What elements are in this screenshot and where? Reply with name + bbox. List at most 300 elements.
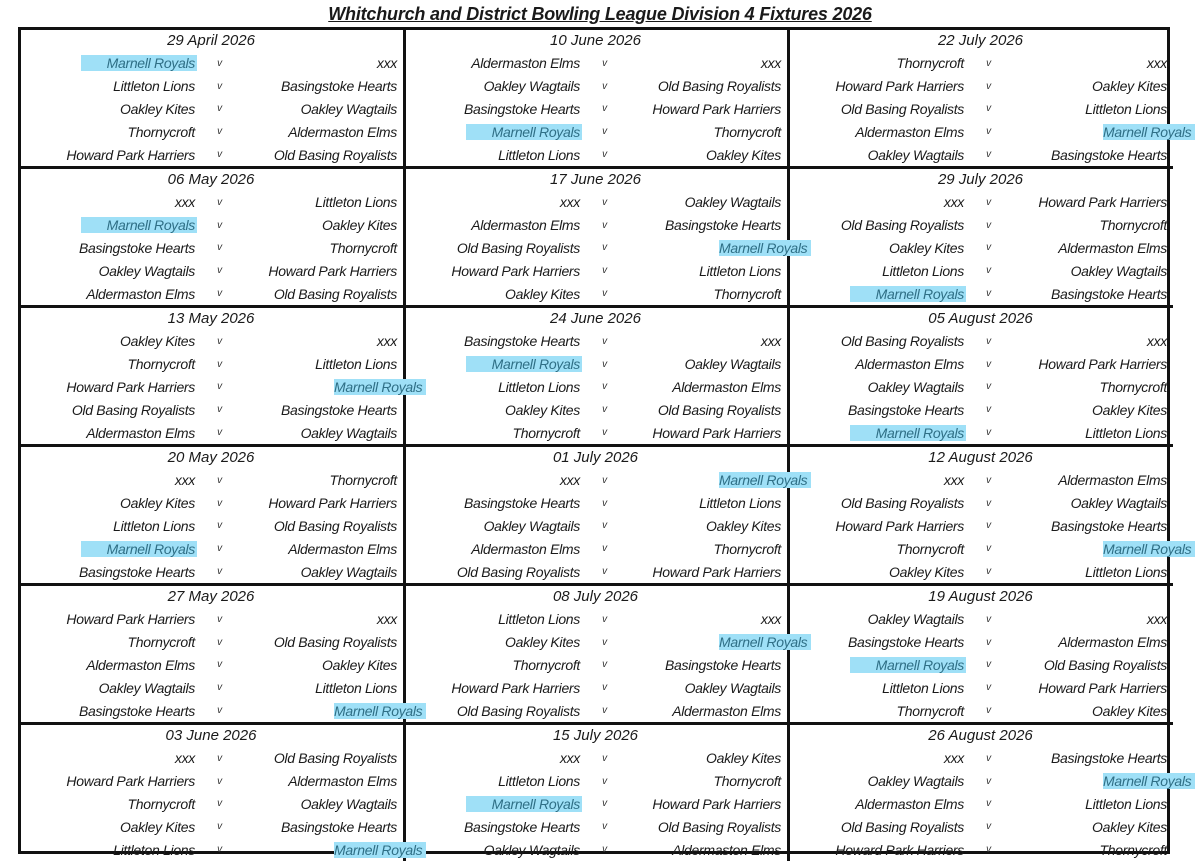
home-team: Littleton Lions (498, 611, 580, 628)
home-team: Old Basing Royalists (456, 702, 580, 719)
away-team: xxx (376, 55, 397, 72)
fixture-row (790, 469, 1171, 492)
away-team: Thornycroft (713, 285, 781, 302)
fixture-block (790, 725, 1192, 861)
versus-label: v (602, 404, 607, 416)
versus-label: v (602, 242, 607, 254)
fixtures-grid (18, 27, 1192, 858)
fixture-block (790, 30, 1192, 169)
fixture-row (406, 191, 785, 214)
away-team: Thornycroft (1099, 217, 1167, 234)
fixture-row (790, 376, 1171, 399)
home-team: Thornycroft (896, 702, 964, 719)
fixture-row (790, 699, 1171, 722)
fixture-row (21, 699, 423, 722)
versus-label: v (986, 149, 991, 161)
home-team: Thornycroft (127, 634, 195, 651)
home-team: Howard Park Harriers (66, 378, 195, 395)
fixture-date: 15 July 2026 (552, 726, 639, 744)
versus-label: v (602, 474, 607, 486)
away-team: Marnell Royals (334, 703, 426, 719)
home-team: Aldermaston Elms (855, 123, 964, 140)
away-team: Littleton Lions (315, 356, 397, 373)
versus-label: v (986, 196, 991, 208)
home-team: Basingstoke Hearts (848, 401, 964, 418)
away-team: Marnell Royals (1103, 124, 1195, 140)
away-team: Howard Park Harriers (1038, 356, 1167, 373)
home-team: Aldermaston Elms (471, 55, 580, 72)
fixture-date: 06 May 2026 (167, 170, 255, 188)
fixture-row (21, 654, 401, 677)
fixture-row (790, 654, 1171, 677)
home-team: Oakley Wagtails (483, 78, 580, 95)
away-team: Littleton Lions (315, 679, 397, 696)
fixture-row (790, 237, 1171, 260)
versus-label: v (602, 520, 607, 532)
fixture-date: 17 June 2026 (550, 170, 641, 188)
versus-label: v (217, 57, 222, 69)
versus-label: v (217, 682, 222, 694)
versus-label: v (217, 798, 222, 810)
away-team: Old Basing Royalists (273, 517, 397, 534)
versus-label: v (986, 335, 991, 347)
versus-label: v (986, 404, 991, 416)
home-team: Basingstoke Hearts (848, 634, 964, 651)
fixture-row (790, 398, 1171, 421)
away-team: Old Basing Royalists (657, 401, 781, 418)
away-team: Basingstoke Hearts (281, 818, 397, 835)
home-team: xxx (174, 194, 195, 211)
away-team: Marnell Royals (719, 472, 811, 488)
away-team: Old Basing Royalists (657, 818, 781, 835)
home-team: Howard Park Harriers (451, 679, 580, 696)
versus-label: v (602, 219, 607, 231)
home-team: Oakley Kites (505, 285, 580, 302)
away-team: Marnell Royals (1103, 541, 1195, 557)
away-team: Thornycroft (329, 239, 397, 256)
versus-label: v (986, 844, 991, 855)
versus-label: v (602, 543, 607, 555)
away-team: xxx (1146, 55, 1167, 72)
home-team: Howard Park Harriers (66, 146, 195, 163)
away-team: Thornycroft (1099, 378, 1167, 395)
fixture-row (406, 770, 785, 793)
versus-label: v (602, 659, 607, 671)
versus-label: v (986, 821, 991, 833)
versus-label: v (602, 288, 607, 300)
away-team: Basingstoke Hearts (1051, 750, 1167, 767)
away-team: Oakley Kites (706, 517, 781, 534)
fixture-row (21, 676, 401, 699)
home-team: Oakley Wagtails (483, 841, 580, 858)
away-team: Old Basing Royalists (273, 750, 397, 767)
home-team: Littleton Lions (498, 773, 580, 790)
away-team: Old Basing Royalists (1043, 656, 1167, 673)
away-team: Thornycroft (713, 540, 781, 557)
fixture-row (21, 75, 401, 98)
fixture-row (406, 421, 785, 444)
fixture-date: 05 August 2026 (928, 309, 1033, 327)
versus-label: v (602, 613, 607, 625)
home-team: Thornycroft (127, 795, 195, 812)
fixture-row (790, 815, 1171, 838)
away-team: Oakley Wagtails (1070, 262, 1167, 279)
home-team: Oakley Wagtails (867, 773, 964, 790)
away-team: Oakley Wagtails (300, 424, 397, 441)
away-team: Aldermaston Elms (1058, 239, 1167, 256)
away-team: Howard Park Harriers (1038, 679, 1167, 696)
fixture-row (790, 191, 1171, 214)
fixture-row (21, 330, 401, 353)
home-team: Howard Park Harriers (451, 262, 580, 279)
home-team: Basingstoke Hearts (464, 100, 580, 117)
away-team: Marnell Royals (334, 379, 426, 395)
home-team: Thornycroft (896, 55, 964, 72)
fixture-row (790, 353, 1171, 376)
fixture-row (21, 52, 401, 75)
away-team: Howard Park Harriers (652, 424, 781, 441)
fixture-date: 26 August 2026 (928, 726, 1033, 744)
fixture-block (21, 586, 423, 725)
fixture-row (790, 143, 1171, 166)
home-team: Howard Park Harriers (66, 611, 195, 628)
fixture-row (790, 214, 1171, 237)
fixture-row (406, 815, 785, 838)
home-team: Aldermaston Elms (86, 424, 195, 441)
fixture-row (21, 398, 401, 421)
versus-label: v (217, 705, 222, 717)
versus-label: v (217, 219, 222, 231)
away-team: Oakley Kites (322, 217, 397, 234)
home-team: Marnell Royals (850, 425, 966, 441)
away-team: Thornycroft (1099, 841, 1167, 858)
fixture-row (21, 608, 401, 631)
home-team: Oakley Kites (505, 634, 580, 651)
versus-label: v (602, 57, 607, 69)
versus-label: v (217, 497, 222, 509)
home-team: Thornycroft (896, 540, 964, 557)
versus-label: v (986, 358, 991, 370)
home-team: Marnell Royals (466, 796, 582, 812)
home-team: Littleton Lions (882, 262, 964, 279)
fixture-row (21, 120, 401, 143)
fixture-row (790, 330, 1171, 353)
away-team: xxx (376, 611, 397, 628)
fixture-row (21, 259, 401, 282)
versus-label: v (602, 798, 607, 810)
versus-label: v (217, 543, 222, 555)
home-team: xxx (559, 472, 580, 489)
fixture-row (406, 214, 785, 237)
home-team: Basingstoke Hearts (464, 495, 580, 512)
away-team: Basingstoke Hearts (281, 401, 397, 418)
versus-label: v (986, 659, 991, 671)
versus-label: v (602, 196, 607, 208)
away-team: Old Basing Royalists (273, 146, 397, 163)
away-team: Marnell Royals (1103, 773, 1195, 789)
versus-label: v (602, 265, 607, 277)
away-team: Littleton Lions (699, 262, 781, 279)
home-team: Basingstoke Hearts (464, 818, 580, 835)
versus-label: v (986, 613, 991, 625)
away-team: xxx (760, 333, 781, 350)
home-team: Howard Park Harriers (835, 78, 964, 95)
versus-label: v (602, 705, 607, 717)
fixture-row (406, 654, 785, 677)
fixture-block (21, 30, 406, 169)
away-team: Howard Park Harriers (268, 495, 397, 512)
fixture-row (406, 537, 785, 560)
versus-label: v (602, 80, 607, 92)
fixture-row (790, 421, 1171, 444)
away-team: Basingstoke Hearts (665, 656, 781, 673)
home-team: Aldermaston Elms (86, 285, 195, 302)
away-team: Oakley Wagtails (300, 100, 397, 117)
home-team: Basingstoke Hearts (79, 563, 195, 580)
fixture-row (406, 143, 785, 166)
home-team: Marnell Royals (466, 356, 582, 372)
versus-label: v (986, 219, 991, 231)
home-team: Oakley Wagtails (98, 262, 195, 279)
fixture-row (21, 631, 401, 654)
versus-label: v (602, 427, 607, 439)
home-team: Marnell Royals (81, 217, 197, 233)
home-team: xxx (559, 750, 580, 767)
fixture-row (790, 608, 1171, 631)
versus-label: v (217, 265, 222, 277)
fixture-date: 08 July 2026 (552, 587, 639, 605)
away-team: Marnell Royals (334, 842, 426, 858)
fixture-block (21, 447, 406, 586)
versus-label: v (217, 821, 222, 833)
versus-label: v (602, 821, 607, 833)
fixture-row (790, 98, 1171, 121)
fixture-row (406, 237, 808, 260)
versus-label: v (217, 844, 222, 855)
away-team: Old Basing Royalists (273, 634, 397, 651)
fixture-row (406, 469, 808, 492)
fixture-date: 29 July 2026 (937, 170, 1024, 188)
away-team: xxx (760, 55, 781, 72)
home-team: xxx (174, 472, 195, 489)
versus-label: v (217, 149, 222, 161)
away-team: Oakley Kites (1092, 818, 1167, 835)
home-team: Oakley Kites (120, 100, 195, 117)
away-team: Littleton Lions (1085, 100, 1167, 117)
home-team: Basingstoke Hearts (79, 702, 195, 719)
home-team: Oakley Wagtails (98, 679, 195, 696)
fixture-row (406, 52, 785, 75)
fixture-row (790, 75, 1171, 98)
fixture-block (406, 308, 790, 447)
fixture-row (21, 143, 401, 166)
away-team: Thornycroft (713, 123, 781, 140)
away-team: Oakley Wagtails (300, 795, 397, 812)
fixture-row (790, 515, 1171, 538)
home-team: xxx (174, 750, 195, 767)
home-team: Oakley Kites (120, 333, 195, 350)
home-team: Aldermaston Elms (471, 217, 580, 234)
away-team: Thornycroft (329, 472, 397, 489)
fixture-block (21, 725, 423, 861)
away-team: Old Basing Royalists (657, 78, 781, 95)
versus-label: v (217, 242, 222, 254)
versus-label: v (217, 381, 222, 393)
versus-label: v (217, 474, 222, 486)
versus-label: v (986, 520, 991, 532)
versus-label: v (217, 659, 222, 671)
fixture-row (790, 492, 1171, 515)
fixture-row (406, 120, 785, 143)
home-team: Old Basing Royalists (840, 100, 964, 117)
fixture-row (21, 469, 401, 492)
versus-label: v (602, 636, 607, 648)
away-team: Littleton Lions (1085, 424, 1167, 441)
home-team: Littleton Lions (498, 378, 580, 395)
away-team: Basingstoke Hearts (281, 78, 397, 95)
home-team: Oakley Kites (505, 401, 580, 418)
versus-label: v (602, 149, 607, 161)
versus-label: v (602, 381, 607, 393)
home-team: Old Basing Royalists (456, 239, 580, 256)
away-team: Basingstoke Hearts (665, 217, 781, 234)
versus-label: v (217, 613, 222, 625)
versus-label: v (217, 103, 222, 115)
away-team: Oakley Kites (322, 656, 397, 673)
away-team: Oakley Wagtails (684, 679, 781, 696)
fixture-block (21, 308, 423, 447)
fixture-row (790, 747, 1171, 770)
fixture-row (406, 98, 785, 121)
versus-label: v (986, 636, 991, 648)
versus-label: v (217, 288, 222, 300)
versus-label: v (602, 335, 607, 347)
home-team: Oakley Kites (889, 563, 964, 580)
fixture-row (790, 120, 1192, 143)
home-team: Oakley Kites (889, 239, 964, 256)
versus-label: v (602, 126, 607, 138)
away-team: xxx (376, 333, 397, 350)
versus-label: v (986, 752, 991, 764)
fixture-row (790, 259, 1171, 282)
fixture-row (790, 52, 1171, 75)
home-team: xxx (943, 472, 964, 489)
fixture-row (406, 515, 785, 538)
away-team: Aldermaston Elms (1058, 472, 1167, 489)
fixture-row (21, 98, 401, 121)
fixture-block (406, 447, 808, 586)
fixture-row (21, 515, 401, 538)
versus-label: v (986, 265, 991, 277)
fixture-row (406, 75, 785, 98)
versus-label: v (986, 103, 991, 115)
fixture-date: 20 May 2026 (167, 448, 255, 466)
home-team: Thornycroft (512, 424, 580, 441)
versus-label: v (602, 775, 607, 787)
home-team: Basingstoke Hearts (464, 333, 580, 350)
home-team: Basingstoke Hearts (79, 239, 195, 256)
fixture-date: 03 June 2026 (165, 726, 257, 744)
home-team: Aldermaston Elms (855, 795, 964, 812)
fixture-block (406, 725, 790, 861)
away-team: Marnell Royals (719, 634, 811, 650)
home-team: Thornycroft (127, 356, 195, 373)
versus-label: v (602, 566, 607, 578)
away-team: Littleton Lions (1085, 563, 1167, 580)
away-team: Howard Park Harriers (1038, 194, 1167, 211)
away-team: xxx (1146, 333, 1167, 350)
fixture-block (790, 308, 1173, 447)
versus-label: v (986, 474, 991, 486)
home-team: Oakley Wagtails (483, 517, 580, 534)
page-title: Whitchurch and District Bowling League Division 4 Fixtures 2026 (328, 4, 872, 24)
home-team: Howard Park Harriers (66, 773, 195, 790)
fixture-row (406, 492, 785, 515)
versus-label: v (602, 752, 607, 764)
home-team: Howard Park Harriers (835, 841, 964, 858)
versus-label: v (217, 404, 222, 416)
fixture-row (790, 838, 1171, 861)
fixture-date: 22 July 2026 (937, 32, 1024, 49)
versus-label: v (602, 103, 607, 115)
fixture-row (21, 838, 423, 861)
versus-label: v (986, 566, 991, 578)
fixture-row (406, 282, 785, 305)
versus-label: v (986, 57, 991, 69)
versus-label: v (602, 358, 607, 370)
home-team: Oakley Kites (120, 495, 195, 512)
fixture-row (21, 492, 401, 515)
away-team: Marnell Royals (719, 240, 811, 256)
fixture-row (21, 376, 423, 399)
home-team: Oakley Wagtails (867, 378, 964, 395)
fixture-row (21, 793, 401, 816)
away-team: Howard Park Harriers (652, 795, 781, 812)
home-team: Old Basing Royalists (456, 563, 580, 580)
fixture-row (21, 770, 401, 793)
fixture-row (406, 631, 808, 654)
fixture-row (406, 699, 785, 722)
away-team: Littleton Lions (1085, 795, 1167, 812)
home-team: Oakley Wagtails (867, 146, 964, 163)
home-team: Old Basing Royalists (840, 333, 964, 350)
home-team: xxx (943, 750, 964, 767)
home-team: Old Basing Royalists (840, 217, 964, 234)
fixture-row (21, 353, 401, 376)
fixture-row (406, 376, 785, 399)
versus-label: v (217, 126, 222, 138)
fixture-date: 01 July 2026 (552, 448, 639, 466)
home-team: Old Basing Royalists (840, 818, 964, 835)
versus-label: v (217, 335, 222, 347)
away-team: Aldermaston Elms (1058, 634, 1167, 651)
fixture-row (790, 282, 1171, 305)
away-team: Howard Park Harriers (652, 563, 781, 580)
fixture-block (21, 169, 406, 308)
away-team: Littleton Lions (315, 194, 397, 211)
away-team: Aldermaston Elms (288, 540, 397, 557)
versus-label: v (602, 682, 607, 694)
home-team: Aldermaston Elms (471, 540, 580, 557)
fixture-date: 13 May 2026 (167, 309, 255, 327)
home-team: xxx (943, 194, 964, 211)
fixture-row (21, 560, 401, 583)
versus-label: v (217, 636, 222, 648)
home-team: Aldermaston Elms (855, 356, 964, 373)
away-team: Oakley Wagtails (1070, 495, 1167, 512)
fixture-row (21, 191, 401, 214)
away-team: Howard Park Harriers (268, 262, 397, 279)
